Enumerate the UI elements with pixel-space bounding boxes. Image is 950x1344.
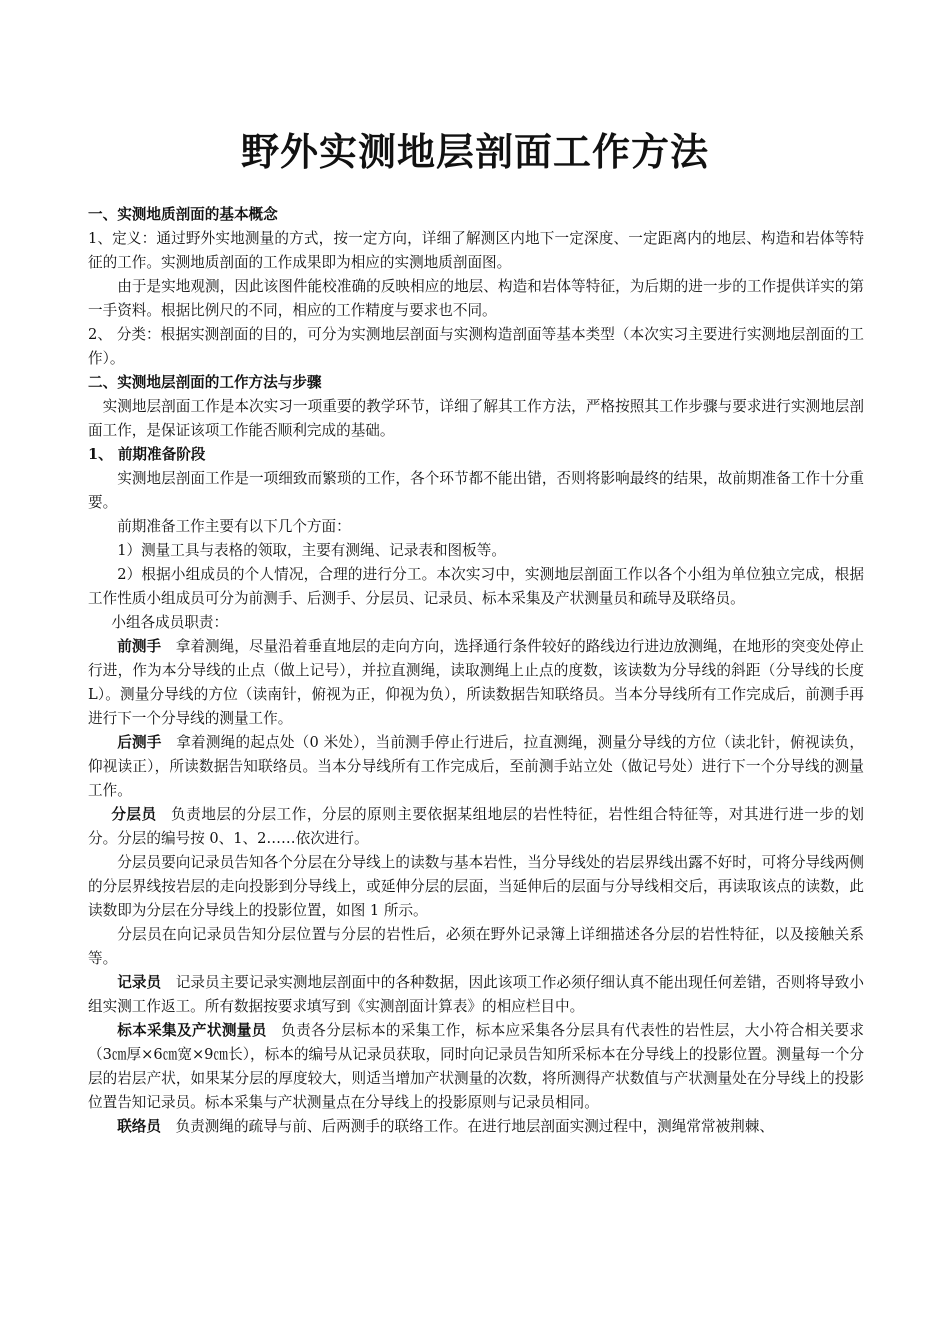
role-description: 拿着测绳，尽量沿着垂直地层的走向方向，选择通行条件较好的路线边行进边放测绳，在地形的突变处停止行进，作为本分导线的止点（做上记号），并拉直测绳，读取测绳上止点的度数，该读数为分导线的斜距（分导线的长度 L）。测量分导线的方位（读南针，俯视为正，仰视为负），所读数据告知联络员。当本分导线所有工作完成后，前测手再进行下一个分导线的测量工作。 (88, 638, 864, 727)
section-heading-1: 一、实测地质剖面的基本概念 (88, 206, 278, 223)
paragraph-observation: 由于是实地观测，因此该图件能校准确的反映相应的地层、构造和岩体等特征，为后期的进一步的工作提供详实的第一手资料。根据比例尺的不同，相应的工作精度与要求也不同。 (88, 278, 864, 319)
role-layer-divider (88, 803, 864, 851)
paragraph-classification: 2、 分类：根据实测剖面的目的，可分为实测地层剖面与实测构造剖面等基本类型（本次实习主要进行实测地层剖面的工作）。 (88, 326, 864, 367)
list-item-tools: 1）测量工具与表格的领取，主要有测绳、记录表和图板等。 (117, 542, 506, 559)
role-sample-collector (88, 1019, 864, 1115)
document-title: 野外实测地层剖面工作方法 (240, 129, 709, 174)
role-name: 分层员 (111, 806, 157, 823)
role-description: 负责各分层标本的采集工作，标本应采集各分层具有代表性的岩性层，大小符合相关要求（3㎝厚×6㎝宽×9㎝长），标本的编号从记录员获取，同时向记录员告知所采标本在分导线上的投影位置。测量每一个分层的岩层产状，如果某分层的厚度较大，则适当增加产状测量的次数，将所测得产状数值与产状测量处在分导线上的投影位置告知记录员。标本采集与产状测量点在分导线上的投影原则与记录员相同。 (88, 1022, 864, 1111)
section-heading-2: 二、实测地层剖面的工作方法与步骤 (88, 374, 322, 391)
role-recorder (88, 971, 864, 1019)
list-item-division: 2）根据小组成员的个人情况，合理的进行分工。本次实习中，实测地层剖面工作以各个小组为单位独立完成，根据工作性质小组成员可分为前测手、后测手、分层员、记录员、标本采集及产状测量员和疏导及联络员。 (88, 566, 864, 607)
role-name: 前测手 (117, 638, 162, 655)
role-name: 后测手 (117, 734, 162, 751)
role-name: 标本采集及产状测量员 (117, 1022, 267, 1039)
paragraph-layer-divider-notes: 分层员在向记录员告知分层位置与分层的岩性后，必须在野外记录簿上详细描述各分层的岩性特征，以及接触关系等。 (88, 926, 864, 967)
role-name: 联络员 (117, 1118, 161, 1135)
role-liaison (88, 1115, 864, 1139)
paragraph-duties: 小组各成员职责： (111, 614, 229, 631)
document-body (88, 203, 864, 1139)
paragraph-preparation: 实测地层剖面工作是一项细致而繁琐的工作，各个环节都不能出错，否则将影响最终的结果，故前期准备工作十分重要。 (88, 470, 864, 511)
role-description: 记录员主要记录实测地层剖面中的各种数据，因此该项工作必须仔细认真不能出现任何差错，否则将导致小组实测工作返工。所有数据按要求填写到《实测剖面计算表》的相应栏目中。 (88, 974, 864, 1015)
paragraph-definition: 1、定义：通过野外实地测量的方式，按一定方向，详细了解测区内地下一定深度、一定距离内的地层、构造和岩体等特征的工作。实测地质剖面的工作成果即为相应的实测地质剖面图。 (88, 230, 864, 271)
paragraph-intro: 实测地层剖面工作是本次实习一项重要的教学环节，详细了解其工作方法，严格按照其工作步骤与要求进行实测地层剖面工作，是保证该项工作能否顺利完成的基础。 (88, 398, 864, 439)
role-description: 负责测绳的疏导与前、后两测手的联络工作。在进行地层剖面实测过程中，测绳常常被荆棘、 (175, 1118, 774, 1135)
paragraph-preparation-aspects: 前期准备工作主要有以下几个方面： (117, 518, 351, 535)
paragraph-layer-divider-detail: 分层员要向记录员告知各个分层在分导线上的读数与基本岩性，当分导线处的岩层界线出露不好时，可将分导线两侧的分层界线按岩层的走向投影到分导线上，或延伸分层的层面，当延伸后的层面与分导线相交后，再读取该点的读数，此读数即为分层在分导线上的投影位置，如图 1 所示。 (88, 854, 864, 919)
role-front-surveyor (88, 635, 864, 731)
role-rear-surveyor (88, 731, 864, 803)
subsection-heading-preparation: 1、 前期准备阶段 (88, 446, 206, 463)
role-description: 拿着测绳的起点处（0 米处），当前测手停止行进后，拉直测绳，测量分导线的方位（读北针，俯视读负，仰视读正），所读数据告知联络员。当本分导线所有工作完成后，至前测手站立处（做记号处）进行下一个分导线的测量工作。 (88, 734, 864, 799)
role-description: 负责地层的分层工作，分层的原则主要依据某组地层的岩性特征，岩性组合特征等，对其进行进一步的划分。分层的编号按 0、1、2……依次进行。 (88, 806, 864, 847)
role-name: 记录员 (117, 974, 162, 991)
